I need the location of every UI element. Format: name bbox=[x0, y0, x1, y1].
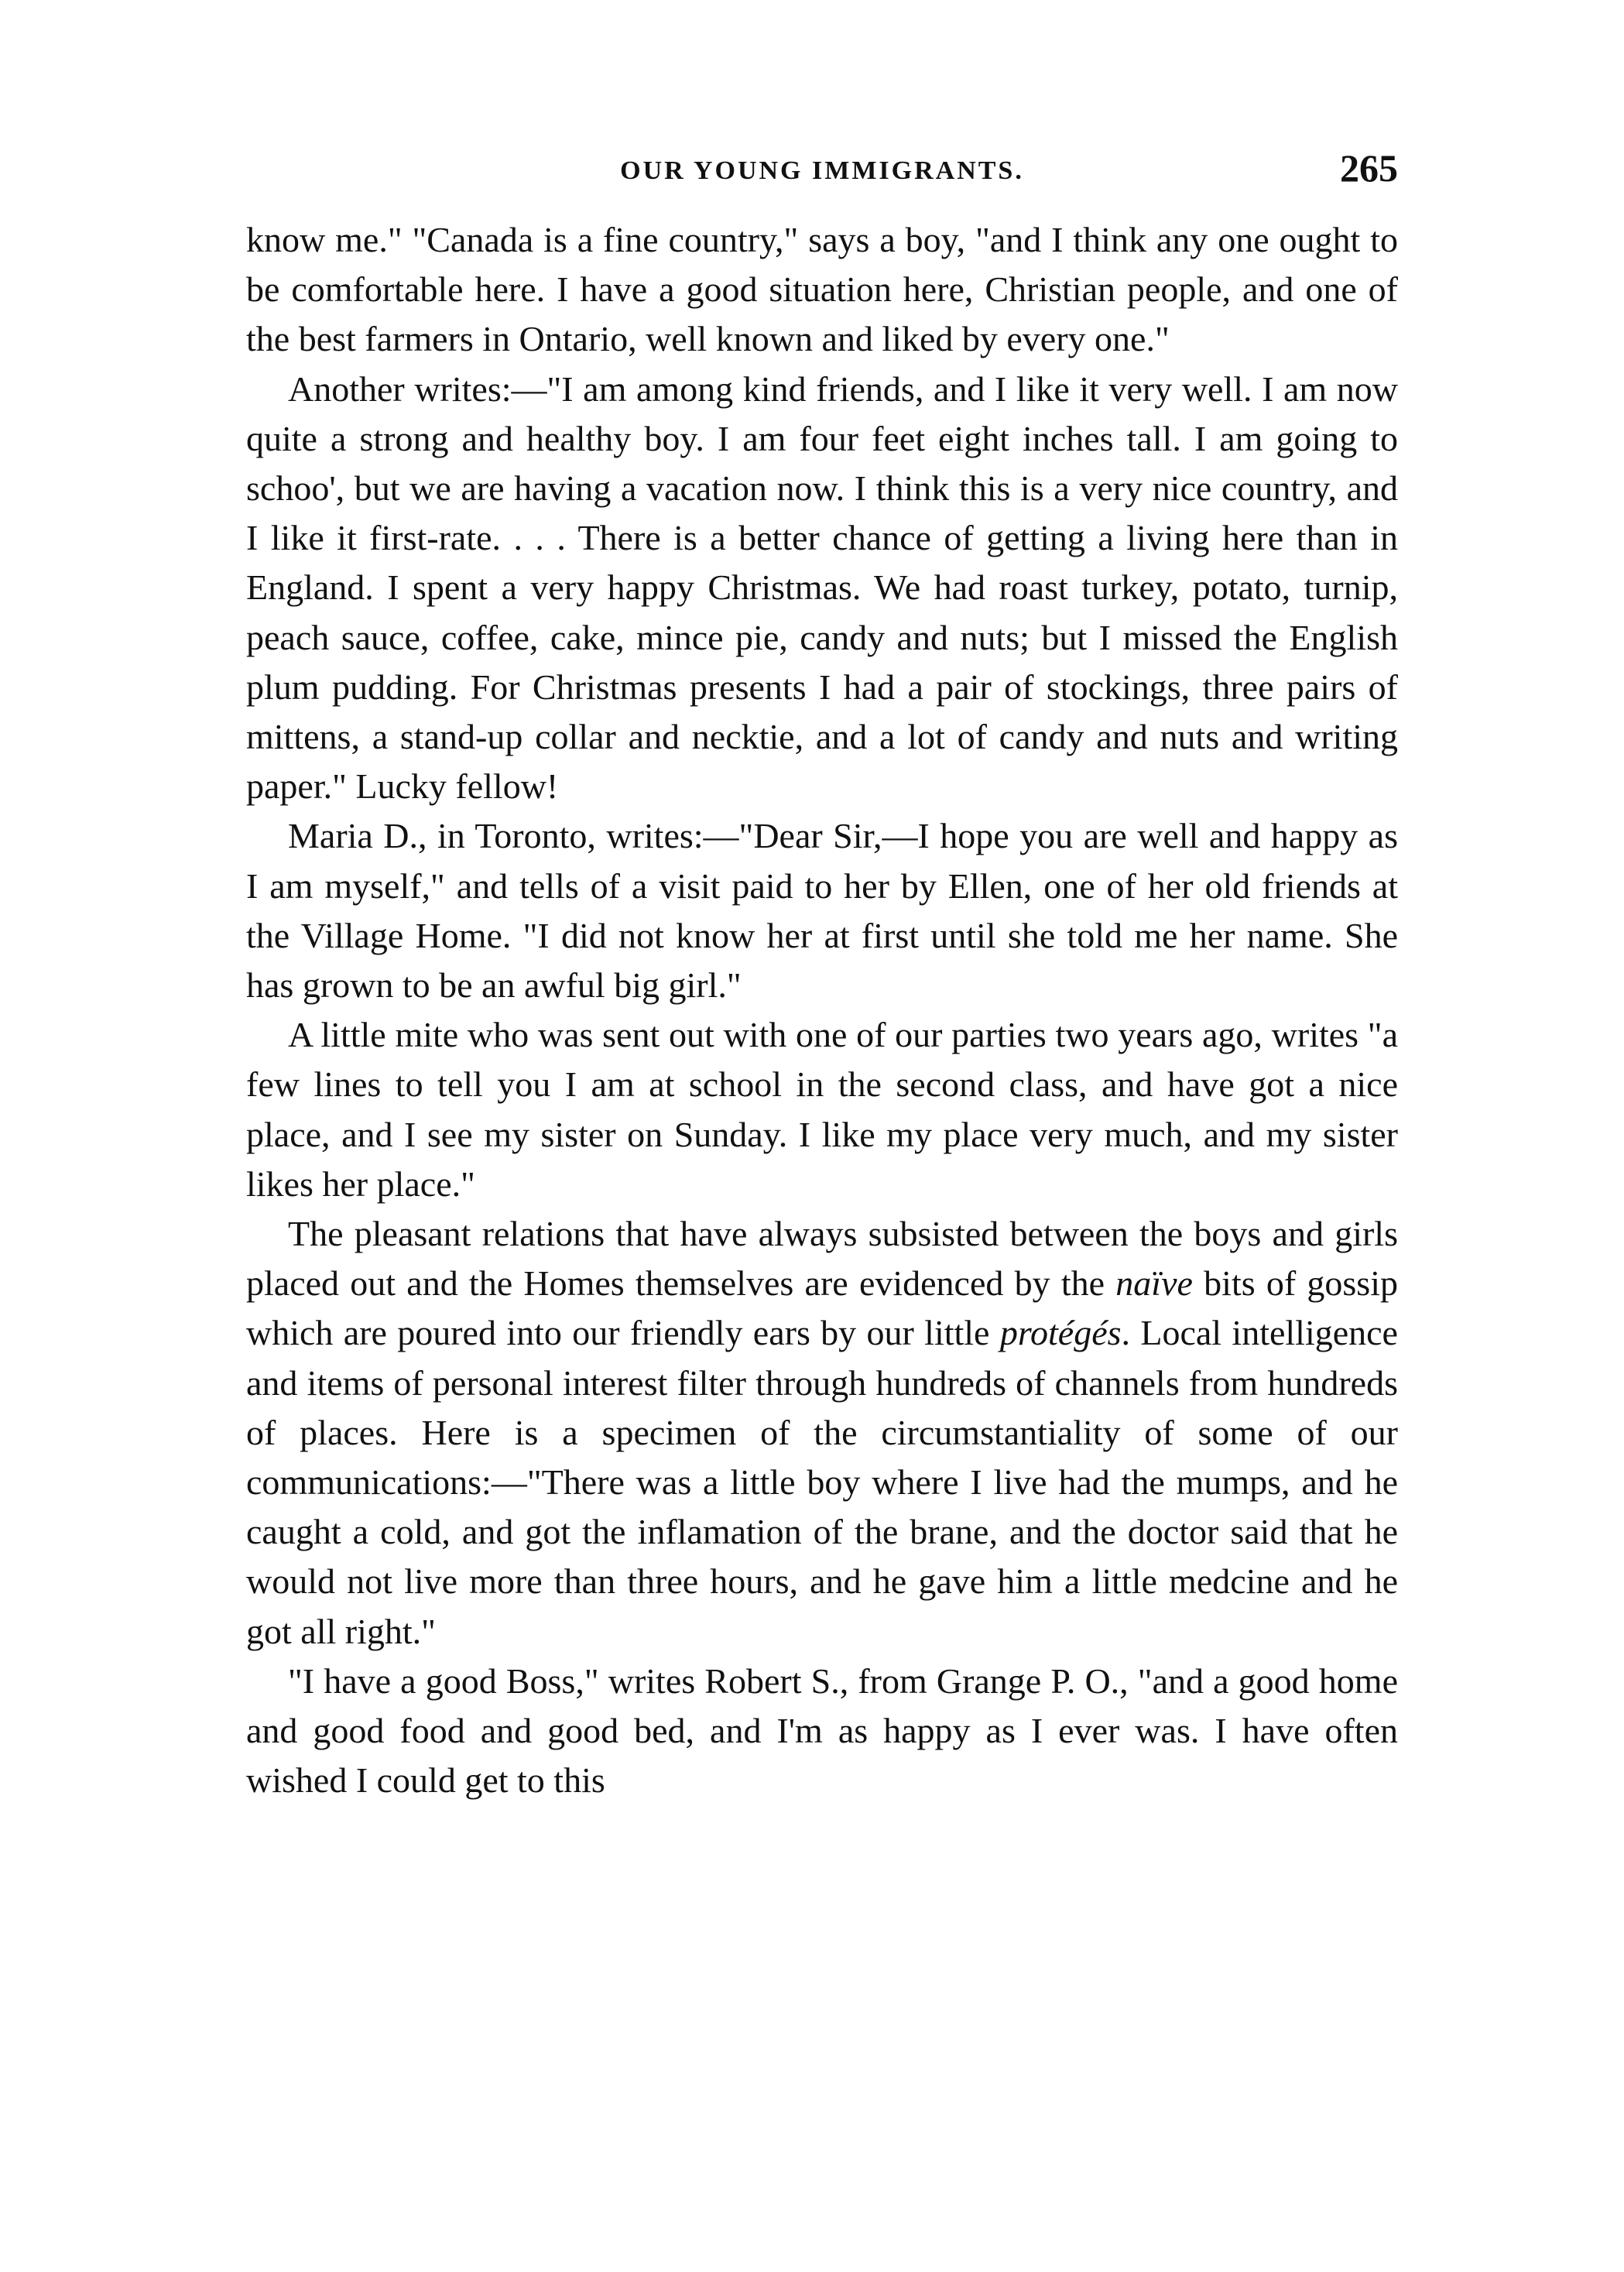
page-number: 265 bbox=[1340, 146, 1398, 190]
running-title: OUR YOUNG IMMIGRANTS. bbox=[620, 156, 1024, 185]
paragraph-text: . Local intelligence and items of personal interest filter through hundreds of channels from hundreds of places. Here is a specimen of the circumstantiality of some of our communications:—"There was a little boy where I live had the mumps, and he caught a cold, and got the inflamation of the brane, and the doctor said that he would not live more than three hours, and he gave him a little medcine and he got all right." bbox=[246, 1313, 1398, 1651]
paragraph-6 bbox=[246, 1657, 1398, 1806]
paragraph-2 bbox=[246, 365, 1398, 812]
italic-word-naive: naïve bbox=[1115, 1263, 1193, 1304]
paragraph-5 bbox=[246, 1209, 1398, 1657]
paragraph-1 bbox=[246, 215, 1398, 365]
paragraph-text: Another writes:—"I am among kind friends, and I like it very well. I am now quite a strong and healthy boy. I am four feet eight inches tall. I am going to schoo', but we are having a vacation now. I think this is a very nice country, and I like it first-rate. . . . There is a better chance of getting a living here than in England. I spent a very happy Christmas. We had roast turkey, potato, turnip, peach sauce, coffee, cake, mince pie, candy and nuts; but I missed the English plum pudding. For Christmas presents I had a pair of stockings, three pairs of mittens, a stand-up collar and necktie, and a lot of candy and nuts and writing paper." Lucky fellow! bbox=[246, 368, 1398, 807]
italic-word-proteges: protégés bbox=[999, 1313, 1122, 1353]
paragraph-3 bbox=[246, 811, 1398, 1010]
paragraph-text: know me." "Canada is a fine country," says a boy, "and I think any one ought to be comfortable here. I have a good situation here, Christian people, and one of the best farmers in Ontario, well known and liked by every one." bbox=[246, 220, 1398, 359]
paragraph-4 bbox=[246, 1010, 1398, 1209]
paragraph-text: The pleasant relations that have always subsisted between the boys and girls placed out and the Homes themselves are evidenced by the bbox=[246, 1214, 1398, 1304]
paragraph-text: "I have a good Boss," writes Robert S., from Grange P. O., "and a good home and good food and good bed, and I'm as happy as I ever was. I have often wished I could get to this bbox=[246, 1660, 1398, 1801]
paragraph-text: bits of gossip which are poured into our friendly ears by our little bbox=[246, 1263, 1398, 1353]
paragraph-text: Maria D., in Toronto, writes:—"Dear Sir,—I hope you are well and happy as I am myself," and tells of a visit paid to her by Ellen, one of her old friends at the Village Home. "I did not know her at first until she told me her name. She has grown to be an awful big girl." bbox=[246, 816, 1398, 1006]
running-head bbox=[246, 146, 1398, 192]
paragraph-text: A little mite who was sent out with one of our parties two years ago, writes "a few lines to tell you I am at school in the second class, and have got a nice place, and I see my sister on Sunday. I like my place very much, and my sister likes her place." bbox=[246, 1015, 1398, 1204]
body-text bbox=[246, 215, 1398, 1806]
